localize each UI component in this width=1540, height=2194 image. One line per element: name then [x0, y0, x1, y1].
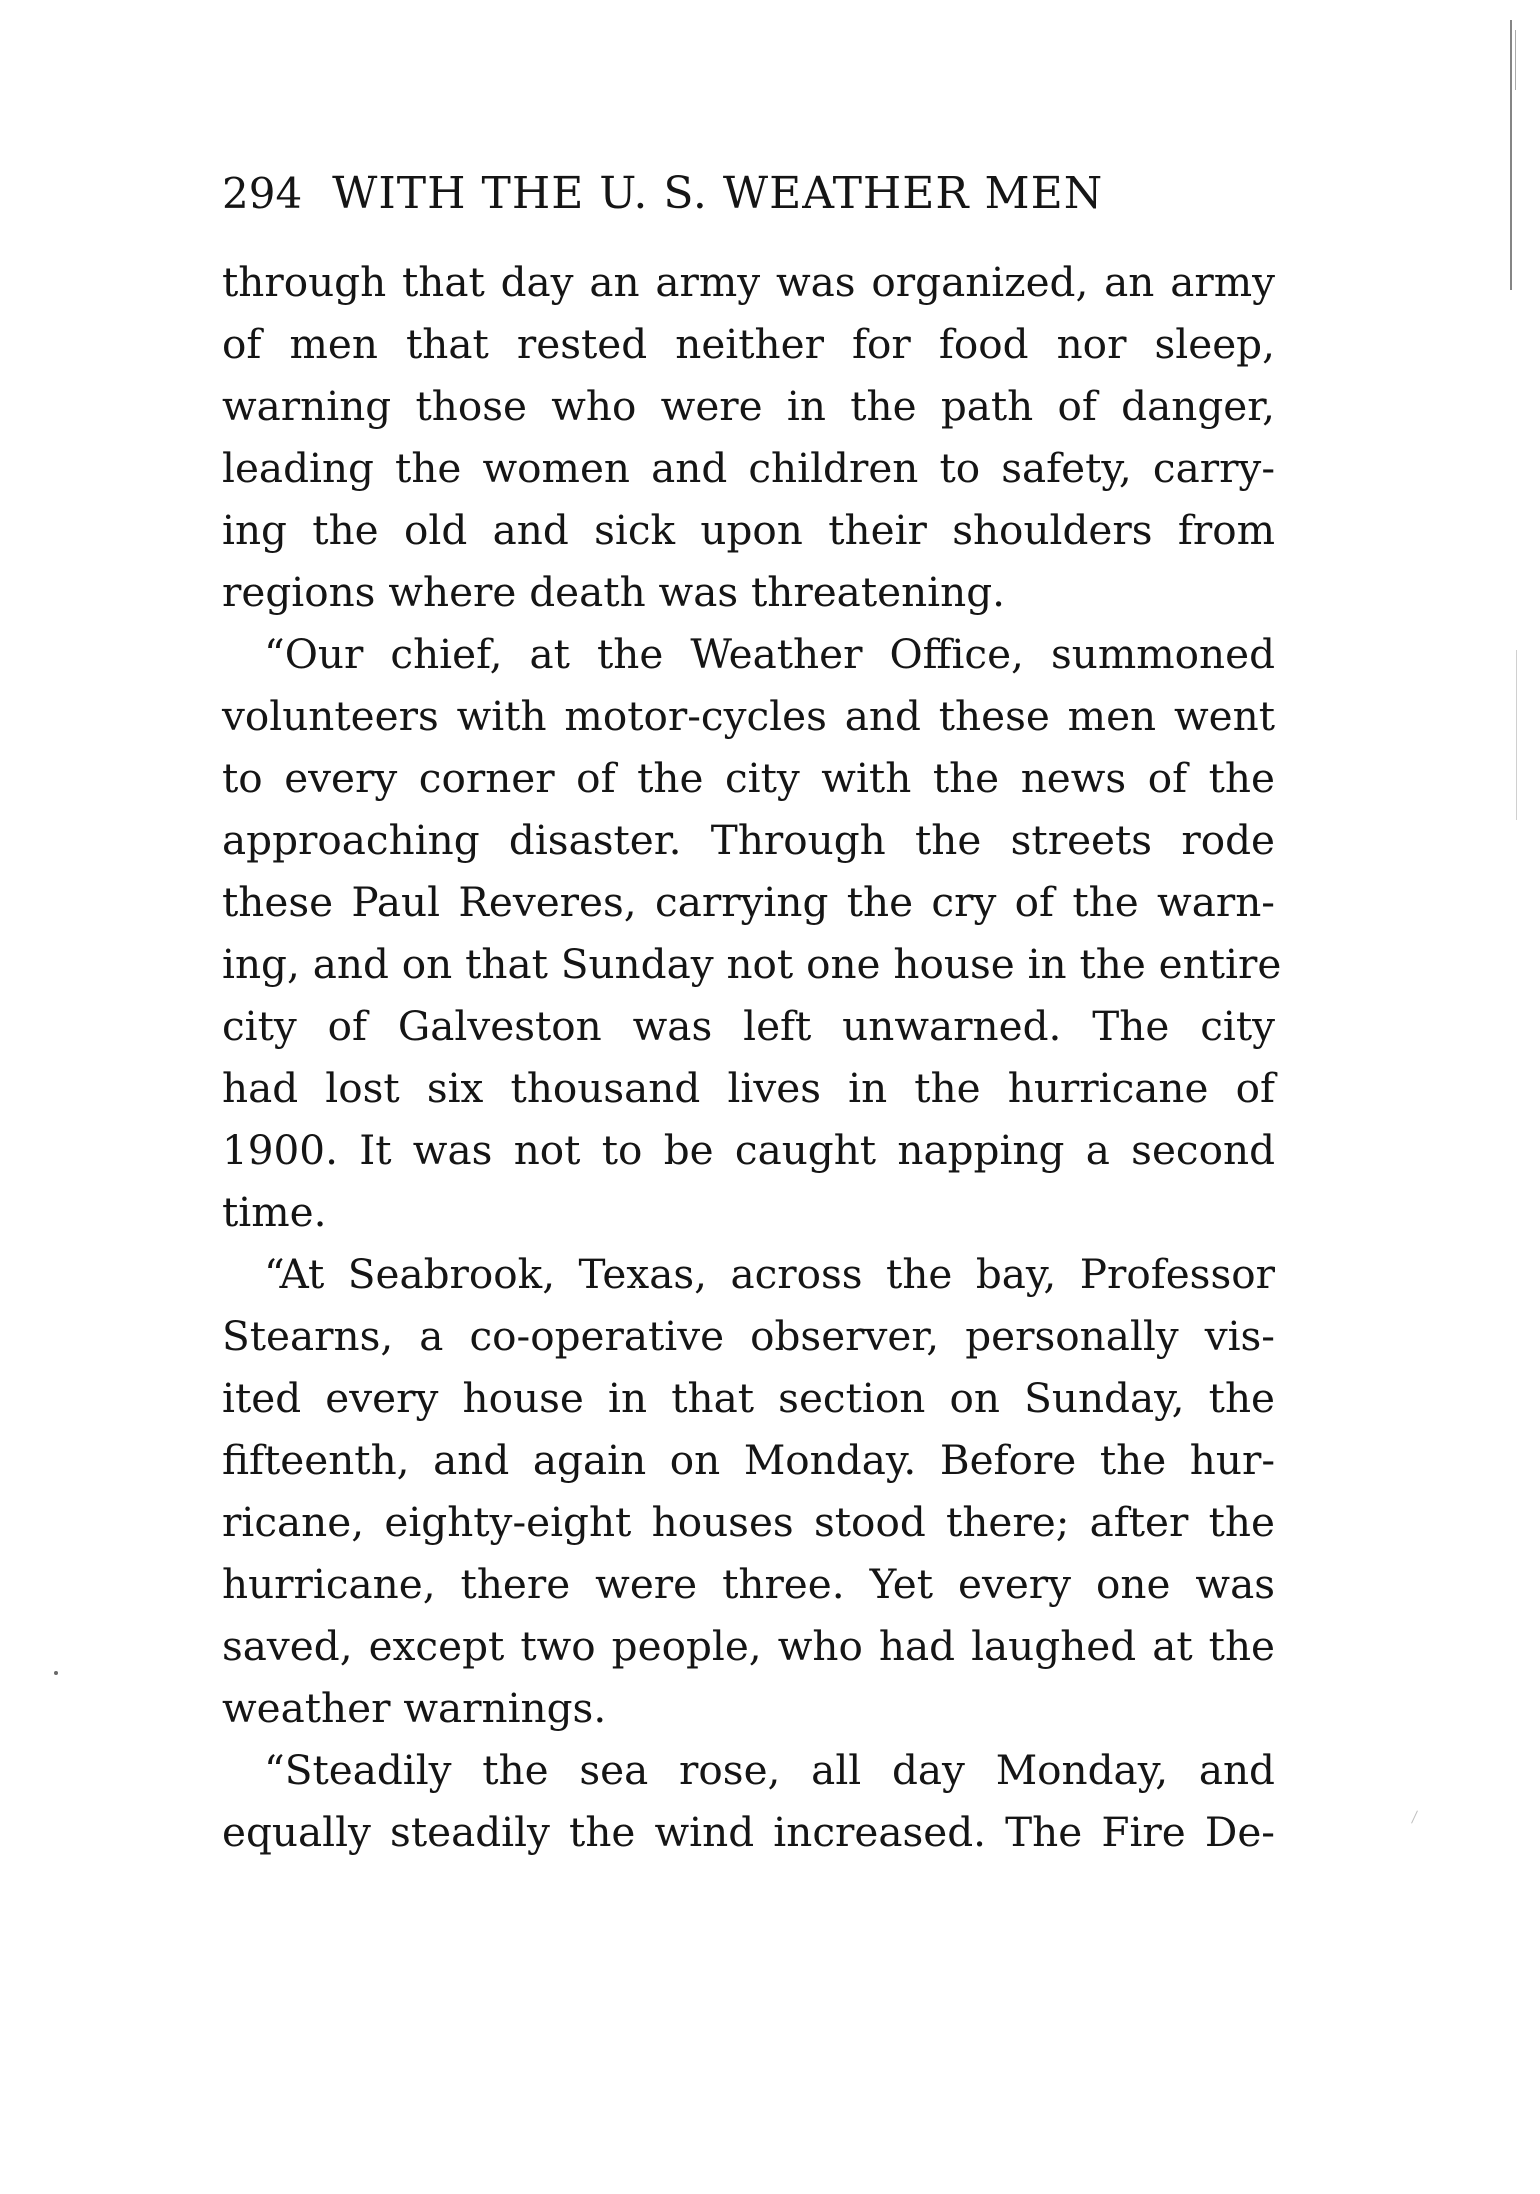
text-line: 1900. It was not to be caught napping a second: [222, 1126, 1275, 1174]
text-line: ited every house in that section on Sunday, the: [222, 1374, 1275, 1422]
text-line: “Steadily the sea rose, all day Monday, and: [264, 1746, 1275, 1794]
scan-edge-mark: [1510, 20, 1512, 290]
text-line: hurricane, there were three. Yet every one was: [222, 1560, 1275, 1608]
text-line: of men that rested neither for food nor sleep,: [222, 320, 1275, 368]
text-line: weather warnings.: [222, 1684, 607, 1732]
text-line: equally steadily the wind increased. The Fire De-: [222, 1808, 1275, 1856]
scan-speck: [54, 1671, 58, 1675]
scan-edge-mark: [1515, 30, 1516, 90]
text-line: ricane, eighty-eight houses stood there; after the: [222, 1498, 1275, 1546]
text-line: regions where death was threatening.: [222, 568, 1005, 616]
text-line: ing the old and sick upon their shoulders from: [222, 506, 1275, 554]
text-line: these Paul Reveres, carrying the cry of the warn-: [222, 878, 1275, 926]
text-line: through that day an army was organized, an army: [222, 258, 1275, 306]
text-line: leading the women and children to safety, carry-: [222, 444, 1275, 492]
text-line: warning those who were in the path of danger,: [222, 382, 1275, 430]
text-line: time.: [222, 1188, 327, 1236]
text-line: city of Galveston was left unwarned. The city: [222, 1002, 1275, 1050]
scan-edge-mark: [1516, 650, 1517, 820]
running-head: WITH THE U. S. WEATHER MEN: [332, 168, 1104, 219]
text-line: had lost six thousand lives in the hurricane of: [222, 1064, 1275, 1112]
text-line: saved, except two people, who had laughed at the: [222, 1622, 1275, 1670]
text-line: to every corner of the city with the news of the: [222, 754, 1275, 802]
text-line: fifteenth, and again on Monday. Before the hur-: [222, 1436, 1275, 1484]
text-line: volunteers with motor-cycles and these men went: [222, 692, 1275, 740]
text-line: “At Seabrook, Texas, across the bay, Professor: [264, 1250, 1275, 1298]
text-line: Stearns, a co-operative observer, personally vis-: [222, 1312, 1275, 1360]
text-line: “Our chief, at the Weather Office, summoned: [264, 630, 1275, 678]
page-number: 294: [222, 169, 303, 218]
text-line: ing, and on that Sunday not one house in the entire: [222, 940, 1282, 988]
scan-speck: [1411, 1810, 1418, 1823]
text-line: approaching disaster. Through the streets rode: [222, 816, 1275, 864]
page-header: [222, 168, 1275, 224]
